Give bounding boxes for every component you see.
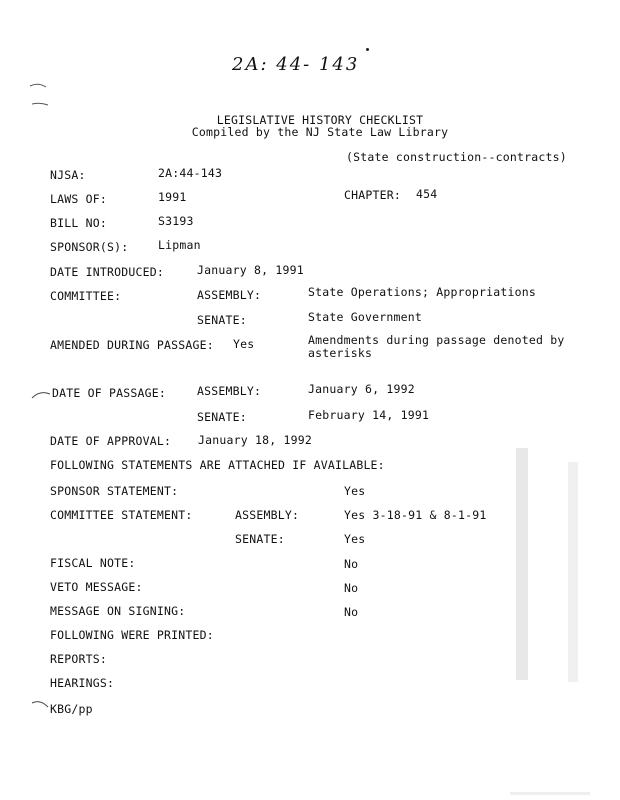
- hearings-label: HEARINGS:: [50, 676, 115, 690]
- committee-statement-label: COMMITTEE STATEMENT:: [50, 508, 193, 522]
- margin-scribble: [28, 78, 52, 110]
- subject-line: (State construction--contracts): [346, 150, 567, 164]
- amended-value: Yes: [233, 337, 255, 351]
- fiscal-note-label: FISCAL NOTE:: [50, 556, 136, 570]
- veto-message-label: VETO MESSAGE:: [50, 580, 143, 594]
- sponsor-statement-value: Yes: [344, 484, 366, 498]
- laws-of-label: LAWS OF:: [50, 192, 107, 206]
- date-of-approval-value: January 18, 1992: [198, 433, 312, 447]
- statements-heading: FOLLOWING STATEMENTS ARE ATTACHED IF AVAILABLE:: [50, 458, 385, 472]
- committee-statement-senate-label: SENATE:: [235, 532, 285, 546]
- document-title: LEGISLATIVE HISTORY CHECKLIST: [216, 113, 424, 127]
- margin-scribble: [30, 388, 54, 402]
- ink-dot: [366, 48, 369, 51]
- date-introduced-label: DATE INTRODUCED:: [50, 265, 164, 279]
- committee-assembly-label: ASSEMBLY:: [197, 288, 262, 302]
- message-on-signing-label: MESSAGE ON SIGNING:: [50, 604, 186, 618]
- njsa-label: NJSA:: [50, 168, 86, 182]
- margin-scribble: [30, 697, 50, 711]
- sponsor-statement-label: SPONSOR STATEMENT:: [50, 484, 179, 498]
- committee-statement-senate-value: Yes: [344, 532, 366, 546]
- committee-senate-value: State Government: [308, 310, 422, 324]
- handwritten-citation: 2A: 44- 143: [232, 54, 360, 75]
- amended-label: AMENDED DURING PASSAGE:: [50, 338, 214, 352]
- committee-statement-assembly-label: ASSEMBLY:: [235, 508, 300, 522]
- committee-statement-assembly-value: Yes 3-18-91 & 8-1-91: [344, 508, 487, 522]
- committee-senate-label: SENATE:: [197, 313, 247, 327]
- committee-assembly-value: State Operations; Appropriations: [308, 285, 536, 299]
- bleed-through-stamp: [516, 448, 528, 680]
- passage-assembly-label: ASSEMBLY:: [197, 384, 262, 398]
- amended-note-line2: asterisks: [308, 346, 373, 360]
- chapter-value: 454: [416, 187, 438, 201]
- scan-edge-mark: [510, 792, 590, 795]
- date-of-passage-label: DATE OF PASSAGE:: [52, 386, 166, 400]
- passage-senate-label: SENATE:: [197, 410, 247, 424]
- document-subtitle: Compiled by the NJ State Law Library: [191, 125, 449, 139]
- amended-note-line1: Amendments during passage denoted by: [308, 333, 565, 347]
- committee-label: COMMITTEE:: [50, 289, 122, 303]
- date-of-approval-label: DATE OF APPROVAL:: [50, 434, 172, 448]
- sponsors-label: SPONSOR(S):: [50, 240, 129, 254]
- bleed-through-stamp: [568, 462, 578, 682]
- veto-message-value: No: [344, 581, 359, 595]
- laws-of-value: 1991: [158, 190, 187, 204]
- message-on-signing-value: No: [344, 605, 359, 619]
- date-introduced-value: January 8, 1991: [197, 263, 304, 277]
- printed-heading: FOLLOWING WERE PRINTED:: [50, 628, 214, 642]
- sponsors-value: Lipman: [158, 238, 201, 252]
- initials: KBG/pp: [50, 702, 93, 716]
- reports-label: REPORTS:: [50, 652, 107, 666]
- njsa-value: 2A:44-143: [158, 166, 223, 180]
- passage-senate-value: February 14, 1991: [308, 408, 430, 422]
- fiscal-note-value: No: [344, 557, 359, 571]
- bill-no-value: S3193: [158, 214, 194, 228]
- bill-no-label: BILL NO:: [50, 216, 107, 230]
- chapter-label: CHAPTER:: [344, 188, 401, 202]
- passage-assembly-value: January 6, 1992: [308, 382, 415, 396]
